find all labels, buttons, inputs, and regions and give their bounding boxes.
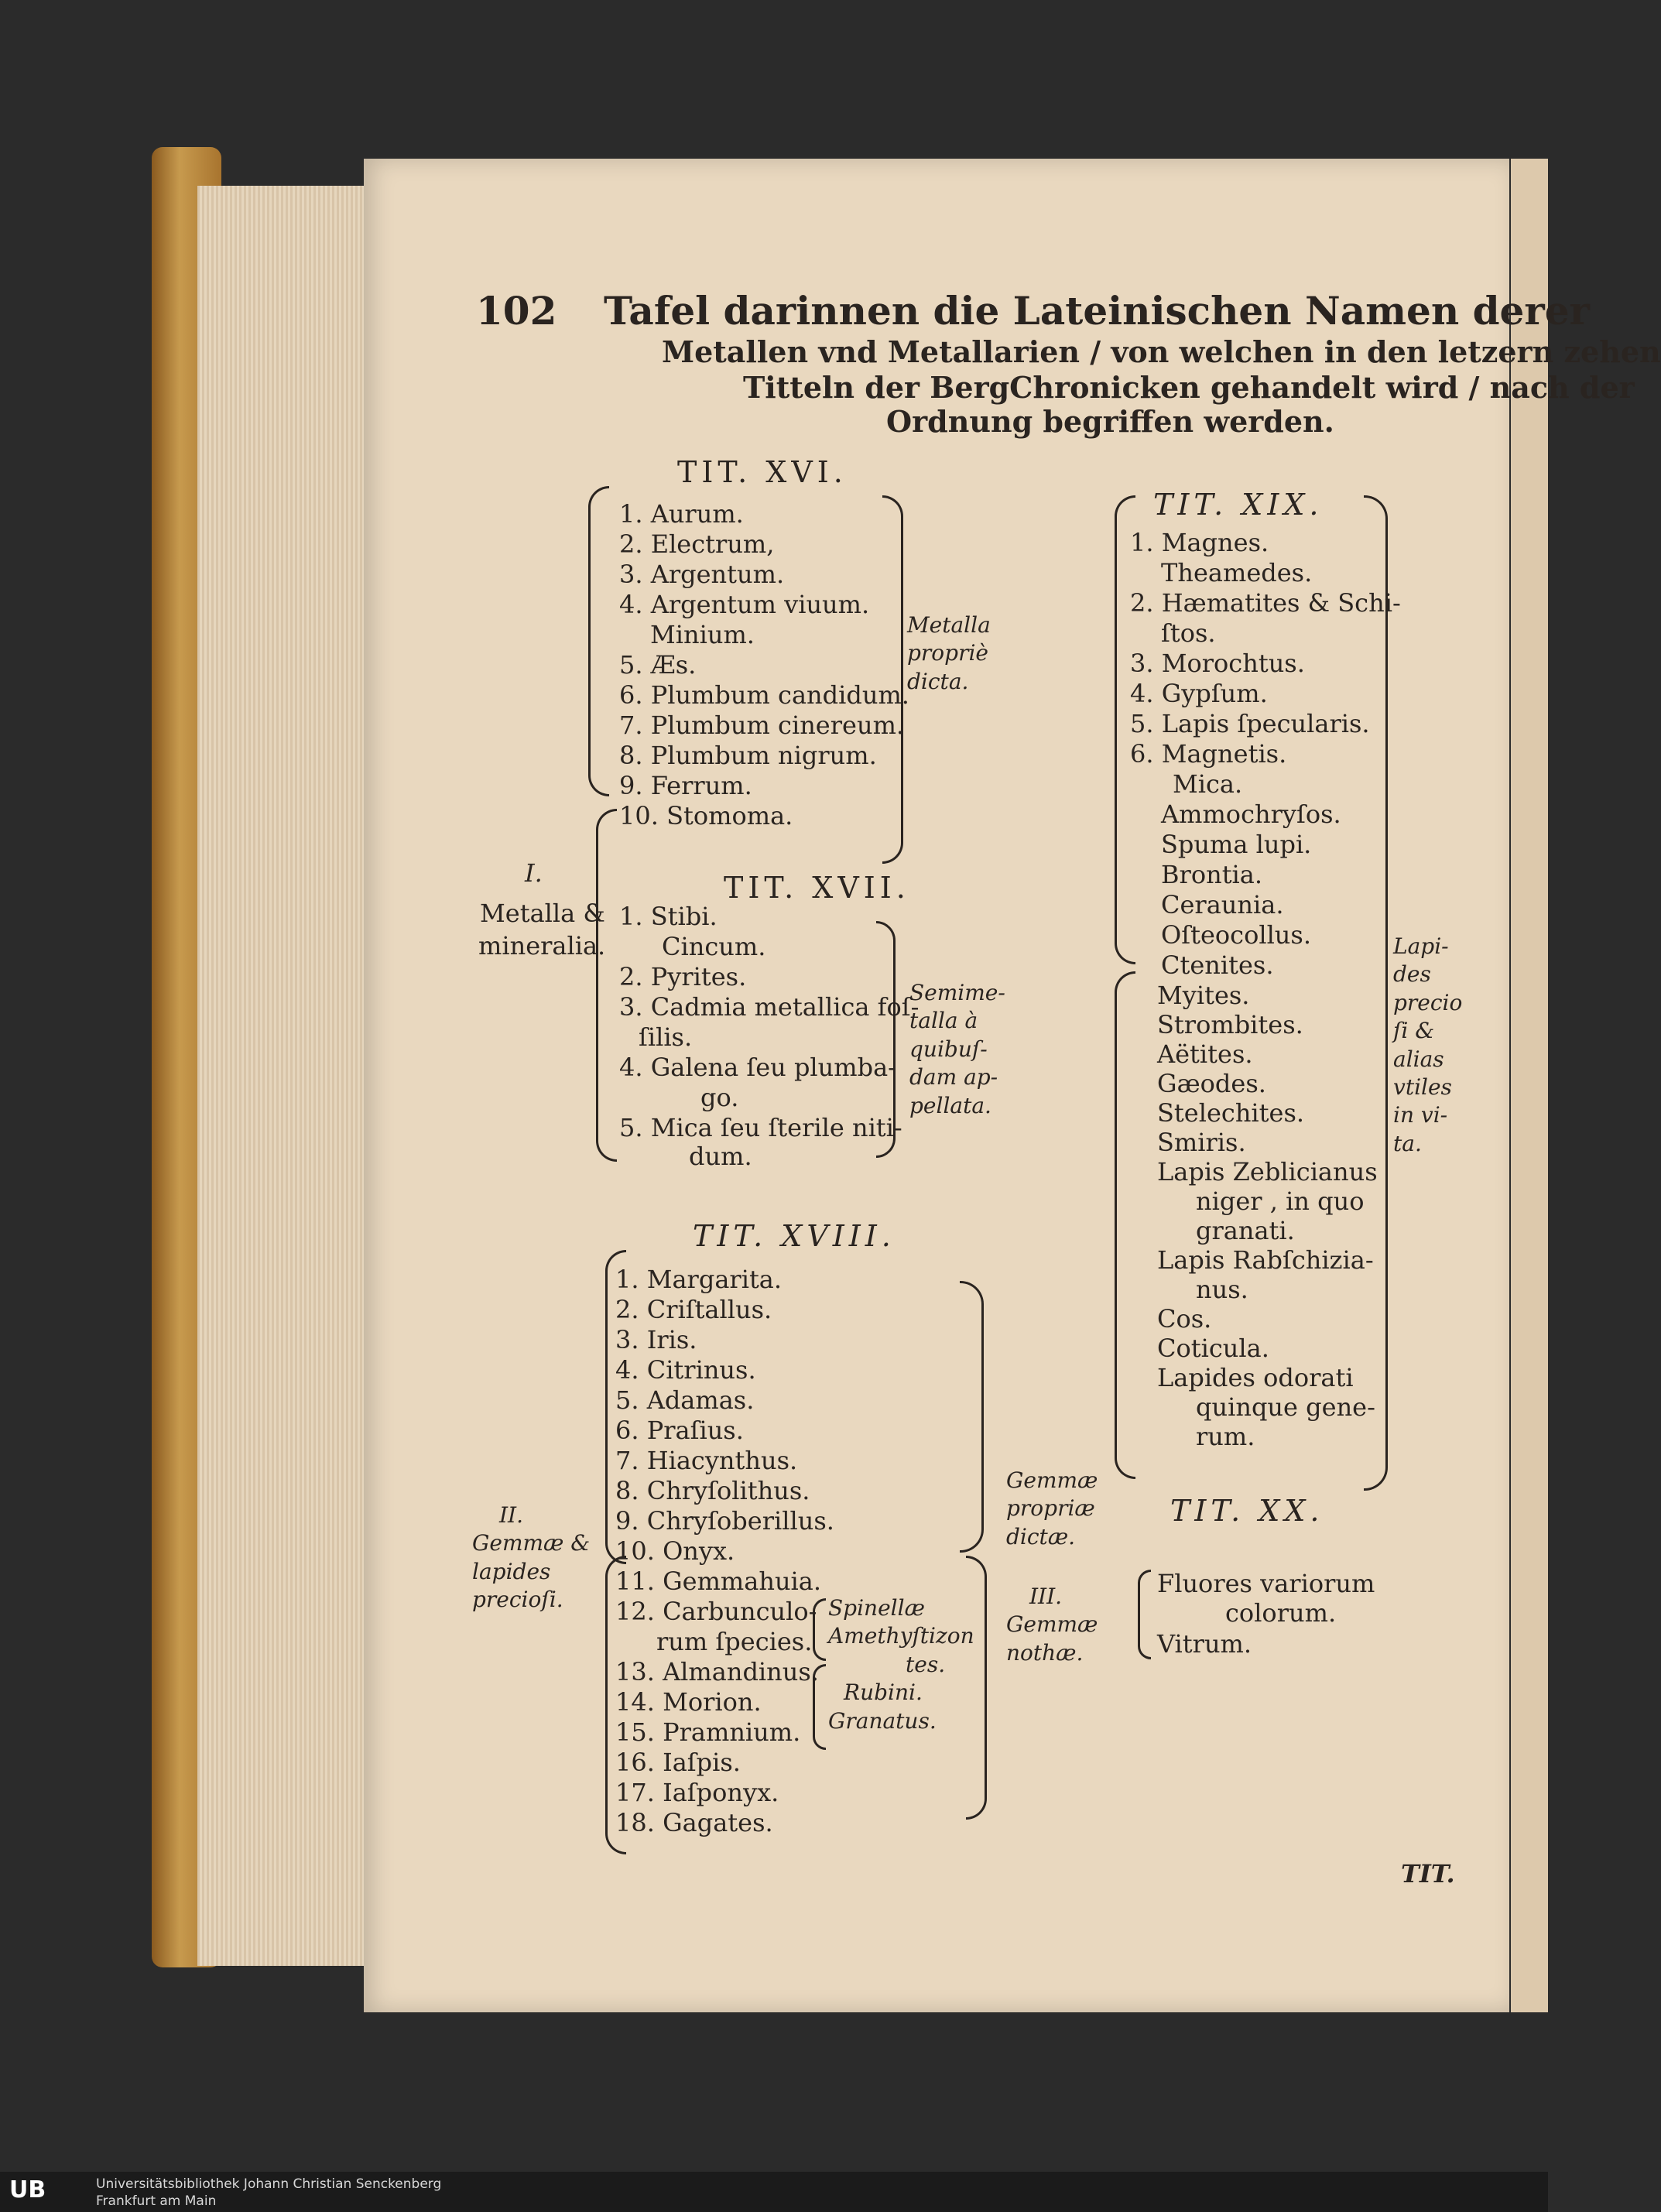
list-item: Ctenites. <box>1161 950 1274 980</box>
library-logo: UB <box>9 2176 46 2203</box>
group-i-label: mineralia. <box>478 931 606 960</box>
tit-xix-note <box>1393 933 1462 1158</box>
note-line: Gemmæ <box>1006 1611 1098 1638</box>
group-i-numeral: I. <box>525 858 543 888</box>
note-line: II. <box>499 1502 524 1528</box>
list-item: Lapis Zeblicianus <box>1157 1157 1378 1186</box>
list-item: Aëtites. <box>1157 1039 1253 1069</box>
list-item: 6. Magnetis. <box>1130 739 1287 769</box>
note-line: alias <box>1393 1046 1444 1072</box>
list-item: 3. Iris. <box>615 1325 697 1354</box>
list-item: 2. Criſtallus. <box>615 1295 772 1324</box>
page-stack <box>197 186 375 1966</box>
list-item: 3. Morochtus. <box>1130 649 1305 678</box>
tit-xviii-title: TIT. XVIII. <box>693 1219 896 1253</box>
list-item: 16. Iaſpis. <box>615 1748 741 1777</box>
note-line: in vi- <box>1393 1102 1448 1128</box>
list-item: 2. Hæmatites & Schi- <box>1130 588 1401 618</box>
footer-library-name: Universitätsbibliothek Johann Christian Senckenberg <box>96 2176 442 2192</box>
list-item: rum. <box>1196 1422 1255 1451</box>
note-line: dictæ. <box>1006 1523 1076 1549</box>
note-line: Gemmæ <box>1006 1467 1098 1493</box>
list-item: Cincum. <box>662 932 766 961</box>
note-line: Granatus. <box>828 1707 937 1734</box>
list-item: quinque gene- <box>1196 1392 1375 1422</box>
sub-brace-1 <box>813 1598 826 1661</box>
tit-xviii-note-a <box>1006 1467 1098 1551</box>
list-item: rum ſpecies. <box>656 1627 813 1656</box>
list-item: Oſteocollus. <box>1161 920 1311 950</box>
tit-xix-right-brace <box>1364 495 1388 1491</box>
list-item: 5. Mica ſeu ſterile niti- <box>619 1113 902 1142</box>
note-line: talla à <box>909 1008 978 1034</box>
list-item: Coticula. <box>1157 1334 1269 1363</box>
list-item: Mica. <box>1173 769 1243 799</box>
group-i-label: Metalla & <box>480 899 605 928</box>
note-line: precioſi. <box>472 1587 563 1613</box>
list-item: Lapis Rabſchizia- <box>1157 1245 1374 1275</box>
tit-xvi-right-brace <box>882 495 903 864</box>
note-line: ſi & <box>1393 1018 1435 1044</box>
note-line: dam ap- <box>909 1064 998 1091</box>
list-item: Myites. <box>1157 981 1250 1010</box>
note-line: propriæ <box>1006 1495 1095 1522</box>
note-line: Amethyſtizon <box>828 1623 974 1649</box>
list-item: Lapides odorati <box>1157 1363 1354 1392</box>
list-item: ſtos. <box>1161 618 1216 648</box>
title-line-3: Titteln der BergChronicken gehandelt wird / nach der <box>743 370 1635 405</box>
tit-xvii-note <box>909 979 1005 1120</box>
list-item: 5. Lapis ſpecularis. <box>1130 709 1370 738</box>
list-item: Smiris. <box>1157 1128 1246 1157</box>
list-item: Brontia. <box>1161 860 1263 889</box>
list-item: Stelechites. <box>1157 1098 1305 1128</box>
tit-xx-title: TIT. XX. <box>1170 1494 1324 1528</box>
group-i-brace <box>596 809 617 1162</box>
title-line-2: Metallen vnd Metallarien / von welchen in den letzern zehen <box>662 334 1661 369</box>
list-item: ſilis. <box>639 1022 693 1052</box>
list-item: 12. Carbunculo- <box>615 1597 817 1626</box>
note-line: Spinellæ <box>828 1595 925 1621</box>
list-item: 9. Chryſoberillus. <box>615 1506 834 1536</box>
list-item: niger , in quo <box>1196 1186 1365 1216</box>
note-line: quibuſ- <box>909 1036 988 1062</box>
note-line: lapides <box>472 1558 551 1584</box>
tit-xvii-right-brace <box>876 921 896 1158</box>
note-line: tes. <box>906 1651 946 1677</box>
list-item: 9. Ferrum. <box>619 771 752 800</box>
list-item: Cos. <box>1157 1304 1212 1334</box>
list-item: Fluores variorum <box>1157 1569 1375 1598</box>
footer-location: Frankfurt am Main <box>96 2193 217 2209</box>
note-line: Metalla <box>907 612 991 638</box>
list-item: 17. Iaſponyx. <box>615 1778 779 1807</box>
note-line: des <box>1393 961 1431 988</box>
note-line: precio <box>1393 989 1463 1015</box>
title-line-4: Ordnung begriffen werden. <box>886 404 1334 439</box>
tit-xix-brace-bottom <box>1115 971 1135 1479</box>
tit-xvi-title: TIT. XVI. <box>677 455 848 489</box>
list-item: 6. Praſius. <box>615 1416 744 1445</box>
list-item: 10. Onyx. <box>615 1536 735 1566</box>
facing-page-edge <box>1511 159 1548 2012</box>
note-line: pellata. <box>909 1092 991 1118</box>
note-line: Semime- <box>909 980 1005 1005</box>
list-item: Ammochryſos. <box>1161 800 1341 829</box>
list-item: 3. Cadmia metallica foſ- <box>619 992 920 1022</box>
note-line: propriè <box>907 640 988 666</box>
list-item: 6. Plumbum candidum. <box>619 680 909 710</box>
list-item: 1. Magnes. <box>1130 528 1269 557</box>
list-item: 8. Chryſolithus. <box>615 1476 810 1505</box>
note-line: Gemmæ & <box>472 1530 591 1556</box>
list-item: Gæodes. <box>1157 1069 1266 1098</box>
footer-bar <box>0 2172 1548 2212</box>
list-item: Spuma lupi. <box>1161 830 1312 859</box>
list-item: Ceraunia. <box>1161 890 1284 919</box>
list-item: 1. Margarita. <box>615 1265 783 1294</box>
tit-xviii-sub-note <box>828 1594 974 1735</box>
tit-xx-brace <box>1138 1570 1151 1659</box>
list-item: 5. Æs. <box>619 650 697 680</box>
list-item: 7. Hiacynthus. <box>615 1446 798 1475</box>
list-item: nus. <box>1196 1275 1248 1304</box>
page-number: 102 <box>476 288 557 334</box>
note-line: dicta. <box>907 668 969 694</box>
tit-xviii-right-brace-2 <box>966 1556 987 1820</box>
list-item: Minium. <box>650 620 755 649</box>
list-item: granati. <box>1196 1216 1295 1245</box>
note-line: Lapi- <box>1393 933 1449 959</box>
list-item: 14. Morion. <box>615 1687 762 1717</box>
list-item: go. <box>700 1083 739 1112</box>
list-item: 15. Pramnium. <box>615 1717 801 1747</box>
note-line: III. <box>1029 1584 1063 1609</box>
list-item: 4. Argentum viuum. <box>619 590 870 619</box>
list-item: 8. Plumbum nigrum. <box>619 741 877 770</box>
list-item: dum. <box>689 1142 752 1171</box>
list-item: 4. Galena ſeu plumba- <box>619 1053 896 1082</box>
tit-xvi-note <box>907 611 991 696</box>
list-item: colorum. <box>1225 1598 1337 1628</box>
list-item: 2. Pyrites. <box>619 962 747 991</box>
list-item: 11. Gemmahuia. <box>615 1567 822 1596</box>
list-item: 2. Electrum, <box>619 529 775 559</box>
tit-xviii-note-b <box>1006 1583 1098 1667</box>
list-item: Theamedes. <box>1161 558 1313 587</box>
list-item: 13. Almandinus. <box>615 1657 819 1686</box>
list-item: Vitrum. <box>1157 1629 1252 1659</box>
note-line: nothæ. <box>1006 1639 1084 1666</box>
tit-xviii-right-brace-1 <box>960 1281 984 1553</box>
list-item: 4. Citrinus. <box>615 1355 756 1385</box>
list-item: 4. Gypſum. <box>1130 679 1268 708</box>
list-item: 18. Gagates. <box>615 1808 773 1837</box>
catchword: TIT. <box>1401 1859 1455 1888</box>
list-item: 5. Adamas. <box>615 1385 755 1415</box>
list-item: 10. Stomoma. <box>619 801 793 830</box>
list-item: 1. Aurum. <box>619 499 744 529</box>
tit-xvii-title: TIT. XVII. <box>724 871 910 905</box>
group-ii-label <box>472 1501 590 1614</box>
list-item: 1. Stibi. <box>619 902 717 931</box>
list-item: 7. Plumbum cinereum. <box>619 711 905 740</box>
sub-brace-2 <box>813 1664 826 1750</box>
note-line: vtiles <box>1393 1073 1452 1100</box>
list-item: Strombites. <box>1157 1010 1303 1039</box>
tit-xix-title: TIT. XIX. <box>1153 488 1324 522</box>
list-item: 3. Argentum. <box>619 560 785 589</box>
tit-xvi-brace <box>588 486 609 796</box>
note-line: Rubini. <box>844 1680 923 1706</box>
title-line-1: Tafel darinnen die Lateinischen Namen derer <box>604 288 1590 334</box>
note-line: ta. <box>1393 1130 1422 1156</box>
